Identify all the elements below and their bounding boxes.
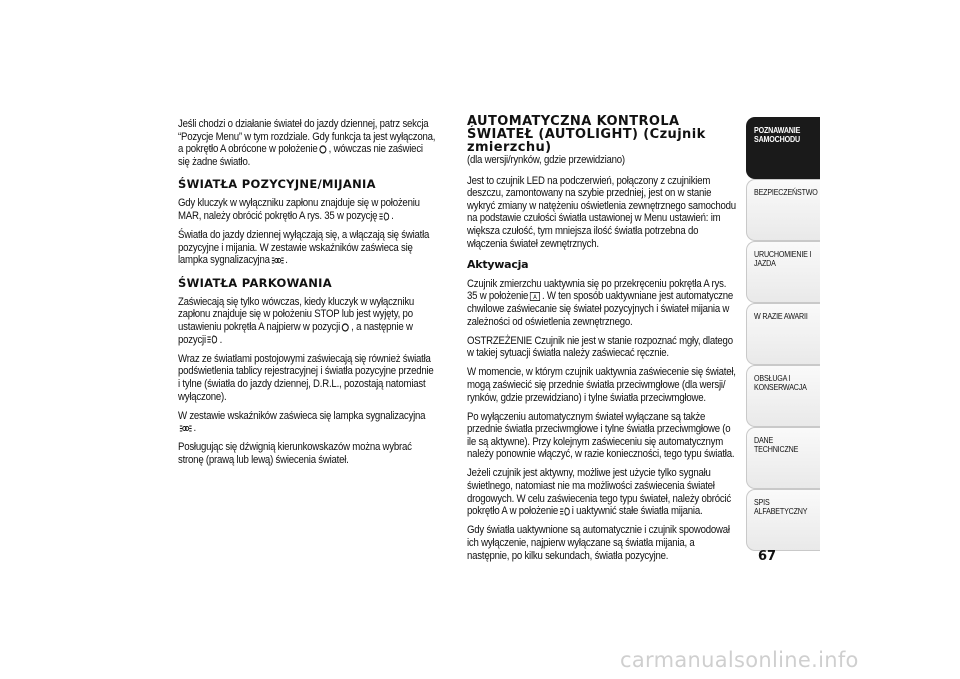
paragraph: Po wyłączeniu automatycznym świateł wyłączane są także przednie światła przeciwmgłowe i tylne światła przeciwmgłowe (o ile są aktywne). Przy kolejnym zaświeceniu się automatycznym należy ponownie włączyć, w razie konieczności, tego typu światła. [467, 410, 735, 461]
paragraph: W momencie, w którym czujnik uaktywnia zaświecenie się świateł, mogą zaświecić się przednie światła przeciwmgłowe (dla wersji/ rynków, gdzie przewidziano) i tylne światła przeciwmgłowe. [467, 366, 736, 404]
circle-off-icon [319, 145, 327, 154]
tab-uruchomienie-i-jazda[interactable]: URUCHOMIENIE I JAZDA [746, 241, 820, 303]
section-heading: ŚWIATŁA POZYCYJNE/MIJANIA [178, 177, 376, 192]
paragraph: Jeśli chodzi o działanie świateł do jazdy dziennej, patrz sekcja “Pozycje Menu” w tym rozdziale. Gdy funkcja ta jest wyłączona, a pokrętło A obrócone w położenie , wówczas nie zaświeci się żadne światło. [178, 118, 436, 168]
section-heading: AUTOMATYCZNA KONTROLA ŚWIATEŁ (AUTOLIGHT) (Czujnik zmierzchu) [467, 114, 706, 155]
paragraph: OSTRZEŻENIE Czujnik nie jest w stanie rozpoznać mgły, dlatego w takiej sytuacji światła należy zaświecać ręcznie. [467, 334, 733, 360]
tab-dane-techniczne[interactable]: DANE TECHNICZNE [746, 427, 820, 489]
watermark: carmanualsonline.info [620, 648, 859, 672]
paragraph: Zaświecają się tylko wówczas, kiedy kluczyk w wyłączniku zapłonu znajduje się w położeniu STOP lub jest wyjęty, po ustawieniu pokrętła A najpierw w pozycji , a następnie w pozycji . [178, 295, 415, 346]
paragraph: Światła do jazdy dziennej wyłączają się, a włączają się światła pozycyjne i mijania. W zestawie wskaźników zaświeca się lampka sygnalizacyjna . [178, 229, 430, 267]
chapter-tabs [746, 117, 820, 551]
position-lights-icon [271, 256, 283, 265]
position-lights-icon [180, 424, 192, 433]
right-column [467, 114, 739, 569]
paragraph: Gdy kluczyk w wyłączniku zapłonu znajduje się w położeniu MAR, należy obrócić pokrętło A rys. 35 w pozycję . [178, 197, 420, 222]
lowbeam-icon [560, 507, 570, 516]
svg-text:A: A [533, 294, 537, 301]
tab-poznawanie-samochodu[interactable]: POZNAWANIE SAMOCHODU [746, 117, 820, 179]
tab-spis-alfabetyczny[interactable]: SPIS ALFABETYCZNY [746, 489, 820, 551]
subsection-heading: Aktywacja [467, 258, 529, 272]
paragraph: Posługując się dźwignią kierunkowskazów można wybrać stronę (prawą lub lewą) świecenia świateł. [178, 441, 412, 466]
tab-obsluga-i-konserwacja[interactable]: OBSŁUGA I KONSERWACJA [746, 365, 820, 427]
paragraph: Jest to czujnik LED na podczerwień, połączony z czujnikiem deszczu, zamontowany na szybie przedniej, jest on w stanie wykryć zmiany w natężeniu oświetlenia zewnętrznego samochodu na podstawie czułości światła ustawionej w Menu ustawień: im większa czułość, tym mniejsza ilość światła potrzebna do włączenia świateł zewnętrznych. [467, 174, 736, 250]
section-note: (dla wersji/rynków, gdzie przewidziano) [467, 154, 625, 166]
paragraph: Jeżeli czujnik jest aktywny, możliwe jest użycie tylko sygnału świetlnego, natomiast nie ma możliwości zaświecenia świateł drogowych. W celu zaświecenia tego typu świateł, należy obrócić pokrętło A w położenie i uaktywnić stałe światła mijania. [467, 467, 732, 518]
circle-off-icon [342, 323, 350, 332]
lowbeam-icon [208, 335, 218, 344]
paragraph: Wraz ze światłami postojowymi zaświecają się również światła podświetlenia tablicy rejestracyjnej i światła pozycyjne przednie i tylne (światła do jazdy dziennej, D.R.L., pozostają natomiast wyłączone). [178, 352, 434, 403]
page-number: 67 [758, 549, 777, 564]
paragraph: Gdy światła uaktywnione są automatycznie i czujnik spowodował ich wyłączenie, najpierw wyłączane są światła mijania, a następnie, po kilku sekundach, światła pozycyjne. [467, 524, 730, 562]
lowbeam-icon [379, 212, 389, 221]
tab-w-razie-awarii[interactable]: W RAZIE AWARII [746, 303, 820, 365]
paragraph: Czujnik zmierzchu uaktywnia się po przekręceniu pokrętła A rys. 35 w położenie A . W ten sposób uaktywniane jest automatyczne chwilowe zaświecanie się świateł pozycyjnych i świateł mijania w zależności od oświetlenia zewnętrznego. [467, 277, 734, 328]
paragraph: W zestawie wskaźników zaświeca się lampka sygnalizacyjna . [178, 409, 426, 435]
auto-icon [530, 292, 540, 301]
section-heading: ŚWIATŁA PARKOWANIA [178, 275, 332, 290]
left-column [178, 118, 436, 473]
tab-bezpieczenstwo[interactable]: BEZPIECZEŃSTWO [746, 179, 820, 241]
